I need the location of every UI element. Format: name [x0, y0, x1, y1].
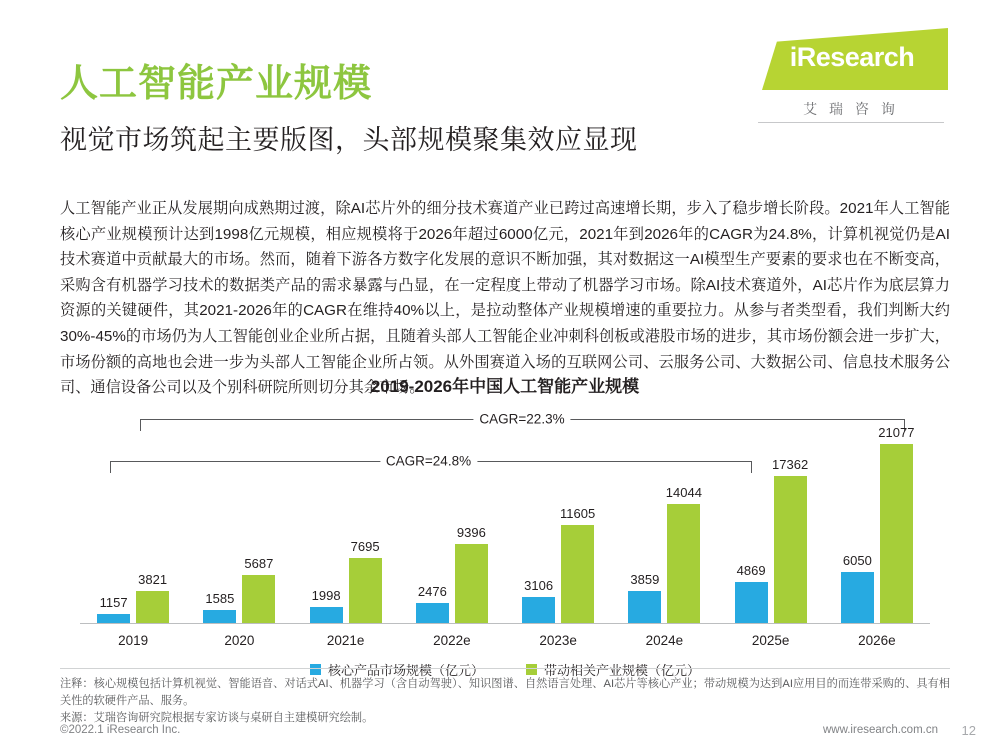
logo-badge	[762, 28, 948, 90]
chart-x-labels	[80, 633, 930, 648]
bar-related	[349, 539, 382, 624]
bar-group	[80, 444, 186, 624]
bar-related	[560, 505, 596, 624]
page-subtitle: 视觉市场筑起主要版图，头部规模聚集效应显现	[60, 125, 638, 155]
bar-group	[611, 444, 717, 624]
x-axis-label: 2023e	[539, 633, 577, 648]
x-axis-label: 2019	[118, 633, 149, 648]
bar-core	[310, 587, 343, 624]
x-axis-label: 2025e	[751, 633, 790, 648]
x-axis-label: 2024e	[645, 633, 684, 648]
bar-value-label: 17362	[772, 456, 809, 472]
bar-core	[522, 578, 555, 624]
bar-core	[203, 591, 236, 624]
bar-related	[455, 524, 488, 624]
bar-value-label: 11605	[560, 505, 596, 521]
legend-label-core: 核心产品市场规模（亿元）	[327, 663, 484, 678]
bar-related	[772, 456, 809, 624]
page-number: 12	[961, 723, 976, 738]
body-paragraph: 人工智能产业正从发展期向成熟期过渡，除AI芯片外的细分技术赛道产业已跨过高速增长期，步入了稳步增长阶段。2021年人工智能核心产业规模预计达到1998亿元规模，相应规模将于2026年超过6000亿元，2021年到2026年的CAGR为24.8%，计算机视觉仍是AI技术赛道中贡献最大的市场。然而，随着下游各方数字化发展的意识不断加强，其对数据这一AI模型生产要素的要求也在不断变高，采购含有机器学习技术的数据类产品的需求暴露与凸显，在一定程度上带动了机器学习市场。除AI技术赛道外，AI芯片作为底层算力资源的关键硬件，其2021-2026年的CAGR在维持40%以上，是拉动整体产业规模增速的重要拉力。从参与者类型看，我们判断大约30%-45%的市场仍为人工智能创业企业所占据，且随着头部人工智能企业冲刺科创板或港股市场的进步，其市场份额会进一步扩大，市场份额的高地也会进一步为头部人工智能企业所占领。从外围赛道入场的互联网公司、云服务公司、大数据公司、信息技术服务公司、通信设备公司以及个别科研院所则切分其余市场。	[60, 200, 950, 397]
bar-group	[186, 444, 292, 624]
bar-core	[416, 583, 449, 624]
bar-value-label: 1585	[205, 591, 235, 607]
chart-plot-area	[80, 405, 930, 650]
logo-chinese-text: 艾 瑞 咨 询	[803, 101, 899, 117]
x-axis-label: 2021e	[326, 633, 365, 648]
bar-value-label: 14044	[665, 485, 702, 501]
footnotes	[60, 668, 950, 727]
bar-value-label: 6050	[842, 553, 872, 569]
bar-value-label: 2476	[417, 583, 447, 599]
bar-value-label: 1157	[99, 595, 128, 611]
legend-label-related: 带动相关产业规模（亿元）	[544, 663, 701, 678]
page-title: 人工智能产业规模	[60, 63, 373, 105]
bar-group	[399, 444, 505, 624]
logo-divider	[758, 122, 944, 123]
x-axis-label: 2020	[224, 633, 255, 648]
bar-related	[136, 572, 169, 624]
bar-value-label: 4869	[736, 563, 766, 579]
bar-value-label: 7695	[350, 539, 380, 555]
footnote-note: 注释：核心规模包括计算机视觉、智能语音、对话式AI、机器学习（含自动驾驶）、知识图谱、自然语言处理、AI芯片等核心产业；带动规模为达到AI应用目的而连带采购的、具有相关性的软硬件产品、服务。	[60, 678, 950, 707]
x-axis-label: 2026e	[858, 633, 896, 648]
bar-core	[628, 572, 661, 624]
bar-related	[665, 485, 702, 624]
bar-group	[505, 444, 611, 624]
bar-value-label: 5687	[244, 556, 274, 572]
bar-value-label: 3821	[138, 572, 168, 588]
chart-bars	[80, 425, 930, 624]
bar-related	[242, 556, 275, 624]
chart	[60, 372, 950, 679]
bar-value-label: 9396	[456, 524, 486, 540]
footer-website: www.iresearch.com.cn	[822, 724, 938, 736]
annotation-label-inner: CAGR=24.8%	[380, 454, 477, 469]
bar-group	[718, 444, 824, 624]
bar-value-label: 1998	[311, 587, 341, 603]
logo-brand-text: iResearch	[789, 42, 915, 72]
logo	[758, 28, 948, 123]
bar-value-label: 3859	[630, 572, 660, 588]
footnote-source: 来源：艾瑞咨询研究院根据专家访谈与桌研自主建模研究绘制。	[60, 712, 374, 724]
x-axis-label: 2022e	[433, 633, 471, 648]
bar-group	[293, 444, 399, 624]
annotation-label-outer: CAGR=22.3%	[473, 412, 570, 427]
chart-title: 2019-2026年中国人工智能产业规模	[370, 377, 640, 396]
bar-core	[735, 563, 768, 624]
bar-core	[841, 553, 874, 624]
bar-value-label: 3106	[524, 578, 554, 594]
bar-value-label: 21077	[878, 425, 915, 440]
footer-copyright: ©2022.1 iResearch Inc.	[60, 724, 181, 736]
bar-related	[878, 425, 915, 624]
bar-group	[824, 425, 930, 624]
chart-axis-line	[80, 623, 930, 624]
